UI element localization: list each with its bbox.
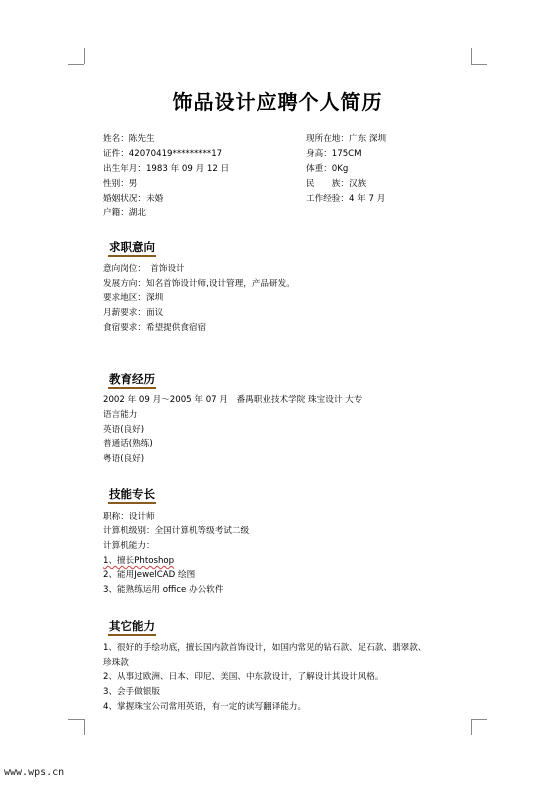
- info-hukou: 户籍：湖北: [103, 208, 146, 218]
- info-height: 身高：175CM: [306, 149, 362, 159]
- education-line: 2002 年 09 月～2005 年 07 月 番禺职业技术学院 珠宝设计 大专: [103, 395, 363, 405]
- info-marital: 婚姻状况：未婚: [103, 194, 164, 204]
- job-intention-line: 食宿要求：希望提供食宿宿: [103, 323, 207, 333]
- skills-line: 2、能用JewelCAD 绘图: [103, 570, 196, 580]
- job-intention-line: 要求地区：深圳: [103, 293, 164, 303]
- section-title-skills: 技能专长: [109, 487, 155, 502]
- other-abilities-line: 4、掌握珠宝公司常用英语，有一定的读写翻译能力。: [103, 702, 307, 712]
- crop-mark-top-right-v: [471, 48, 472, 64]
- info-id: 证件：42070419*********17: [103, 149, 223, 159]
- education-line: 语言能力: [103, 410, 138, 420]
- crop-mark-top-right-h: [471, 64, 487, 65]
- skills-line: 1、擅长Phtoshop: [103, 556, 175, 566]
- other-abilities-line: 3、会手做银版: [103, 687, 161, 697]
- info-birth: 出生年月：1983 年 09 月 12 日: [103, 164, 230, 174]
- other-abilities-line: 珍珠款: [103, 658, 129, 668]
- skills-line: 计算机级别：全国计算机等级考试二级: [103, 526, 250, 536]
- info-location: 现所在地：广东 深圳: [306, 134, 387, 144]
- site-watermark: www.wps.cn: [4, 767, 65, 778]
- job-intention-line: 月薪要求：面议: [103, 308, 164, 318]
- info-gender: 性别：男: [103, 179, 138, 189]
- crop-mark-top-left-h: [68, 64, 84, 65]
- info-ethnicity: 民 族：汉族: [306, 179, 367, 189]
- job-intention-line: 意向岗位： 首饰设计: [103, 264, 185, 274]
- section-title-job-intention: 求职意向: [109, 240, 155, 255]
- skills-line: 3、能熟练运用 office 办公软件: [103, 585, 224, 595]
- other-abilities-line: 2、从事过欧洲、日本、印尼、美国、中东款设计，了解设计其设计风格。: [103, 672, 384, 682]
- skills-line: 职称：设计师: [103, 512, 155, 522]
- section-title-education: 教育经历: [109, 372, 155, 387]
- education-line: 粤语(良好): [103, 454, 145, 464]
- skills-line: 计算机能力：: [103, 541, 155, 551]
- other-abilities-line: 1、很好的手绘功底，擅长国内款首饰设计，如国内常见的钻石款、足石款、翡翠款、: [103, 643, 427, 653]
- page-title: 饰品设计应聘个人简历: [172, 90, 383, 114]
- crop-mark-bottom-right-h: [471, 719, 487, 720]
- crop-mark-bottom-left-v: [84, 719, 85, 735]
- crop-mark-bottom-right-v: [471, 719, 472, 735]
- education-line: 英语(良好): [103, 425, 145, 435]
- info-name: 姓名：陈先生: [103, 134, 155, 144]
- section-title-other-abilities: 其它能力: [109, 619, 155, 634]
- info-experience: 工作经验：4 年 7 月: [306, 194, 386, 204]
- education-line: 普通话(熟练): [103, 439, 153, 449]
- job-intention-line: 发展方向：知名首饰设计师,设计管理，产品研发。: [103, 279, 295, 289]
- info-weight: 体重：0Kg: [306, 164, 349, 174]
- crop-mark-top-left-v: [84, 48, 85, 64]
- crop-mark-bottom-left-h: [68, 719, 84, 720]
